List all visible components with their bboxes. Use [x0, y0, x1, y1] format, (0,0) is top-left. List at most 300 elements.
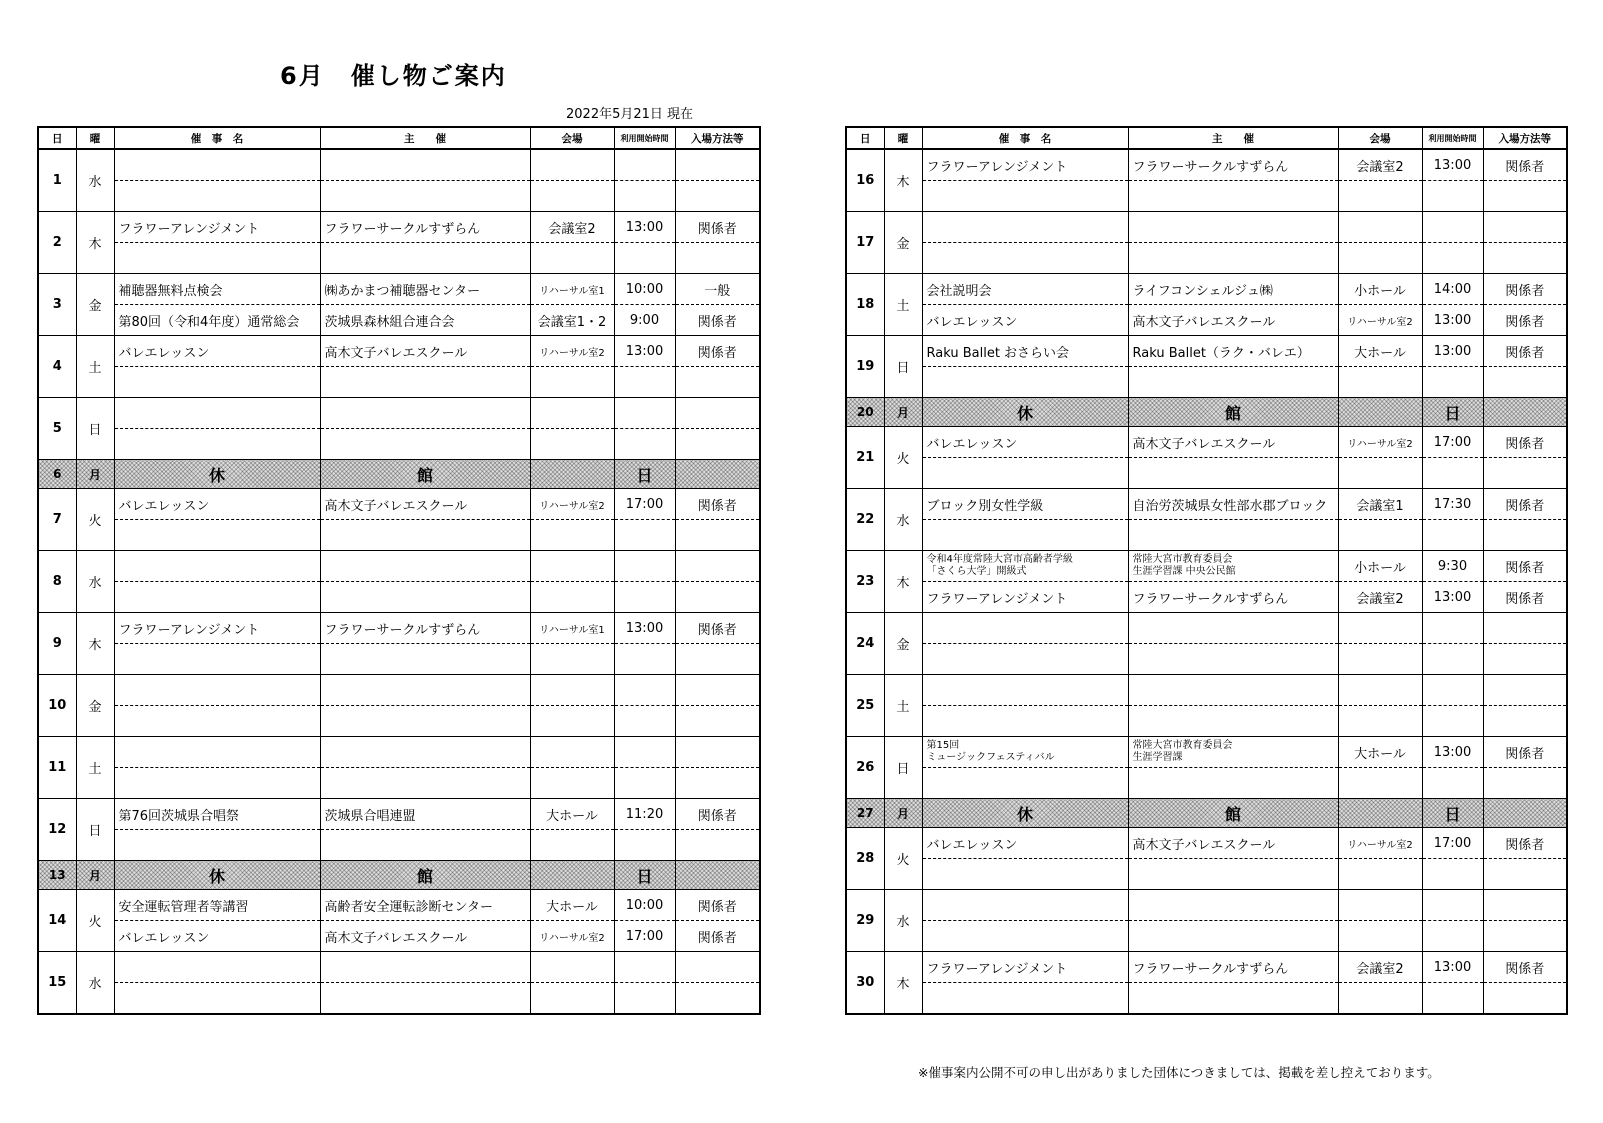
event-name [922, 890, 1128, 921]
start-time [614, 520, 675, 551]
start-time: 17:00 [1422, 427, 1483, 458]
start-time: 9:00 [614, 305, 675, 336]
weekday: 金 [884, 212, 922, 274]
day-number: 28 [846, 828, 884, 890]
day-number: 14 [38, 890, 76, 952]
weekday: 木 [884, 149, 922, 212]
start-time: 17:00 [614, 489, 675, 520]
day-number: 21 [846, 427, 884, 489]
event-name: 会社説明会 [922, 274, 1128, 305]
venue [530, 367, 614, 398]
entry-method [675, 983, 760, 1015]
header-event: 催 事 名 [922, 127, 1128, 149]
entry-method [675, 952, 760, 983]
entry-method [1483, 706, 1567, 737]
day-row [38, 675, 760, 706]
venue [1338, 921, 1422, 952]
event-name: バレエレッスン [114, 489, 320, 520]
start-time [614, 830, 675, 861]
host-name [320, 520, 530, 551]
entry-method [675, 149, 760, 181]
weekday: 火 [76, 890, 114, 952]
host-name: 高木文子バレエスクール [1128, 305, 1338, 336]
venue [530, 644, 614, 675]
entry-method: 関係者 [675, 890, 760, 921]
venue [1338, 212, 1422, 243]
header-day: 日 [38, 127, 76, 149]
day-number: 25 [846, 675, 884, 737]
header-host: 主 催 [320, 127, 530, 149]
entry-method [1483, 859, 1567, 890]
day-row [38, 336, 760, 367]
start-time [1422, 243, 1483, 274]
header-day: 日 [846, 127, 884, 149]
entry-method [675, 644, 760, 675]
schedule-table-left [37, 126, 761, 1015]
day-row [846, 212, 1567, 243]
weekday: 金 [884, 613, 922, 675]
host-name [320, 952, 530, 983]
event-name [114, 582, 320, 613]
entry-method: 関係者 [1483, 149, 1567, 181]
day-number: 22 [846, 489, 884, 551]
day-row [846, 952, 1567, 983]
event-name: 第80回（令和4年度）通常総会 [114, 305, 320, 336]
closed-spacer [530, 460, 614, 489]
start-time: 13:00 [1422, 305, 1483, 336]
header-venue: 会場 [1338, 127, 1422, 149]
day-number: 15 [38, 952, 76, 1015]
host-name [320, 429, 530, 460]
host-name: 高木文子バレエスクール [320, 336, 530, 367]
schedule-table-right [845, 126, 1568, 1015]
venue: リハーサル室1 [530, 613, 614, 644]
host-name [320, 149, 530, 181]
weekday: 金 [76, 274, 114, 336]
entry-method [1483, 890, 1567, 921]
entry-method: 関係者 [1483, 737, 1567, 768]
venue [1338, 675, 1422, 706]
venue [530, 737, 614, 768]
host-name [320, 983, 530, 1015]
header-entry: 入場方法等 [675, 127, 760, 149]
event-name [114, 429, 320, 460]
host-name: 高木文子バレエスクール [1128, 828, 1338, 859]
weekday: 月 [76, 460, 114, 489]
weekday: 水 [76, 551, 114, 613]
start-time: 13:00 [1422, 336, 1483, 367]
weekday: 土 [884, 274, 922, 336]
header-venue: 会場 [530, 127, 614, 149]
start-time [614, 367, 675, 398]
entry-method [1483, 644, 1567, 675]
day-row [38, 212, 760, 243]
day-row [38, 706, 760, 737]
weekday: 月 [76, 861, 114, 890]
event-name [922, 921, 1128, 952]
weekday: 日 [884, 336, 922, 398]
closed-spacer [1338, 799, 1422, 828]
day-number: 5 [38, 398, 76, 460]
day-number: 26 [846, 737, 884, 799]
entry-method: 関係者 [675, 489, 760, 520]
event-name [922, 983, 1128, 1015]
weekday: 土 [76, 336, 114, 398]
entry-method [675, 429, 760, 460]
event-name [114, 520, 320, 551]
event-name: 安全運転管理者等講習 [114, 890, 320, 921]
venue: 大ホール [530, 799, 614, 830]
entry-method: 関係者 [1483, 427, 1567, 458]
entry-method [1483, 212, 1567, 243]
weekday: 水 [76, 952, 114, 1015]
venue [1338, 983, 1422, 1015]
host-name: ㈱あかまつ補聴器センター [320, 274, 530, 305]
header-weekday: 曜 [76, 127, 114, 149]
closed-spacer [530, 861, 614, 890]
host-name: フラワーサークルすずらん [320, 212, 530, 243]
entry-method [675, 582, 760, 613]
start-time: 17:30 [1422, 489, 1483, 520]
host-name: 常陸大宮市教育委員会 生涯学習課 [1128, 737, 1338, 768]
weekday: 月 [884, 799, 922, 828]
entry-method [675, 520, 760, 551]
event-name: 令和4年度常陸大宮市高齢者学級 「さくら大学」開級式 [922, 551, 1128, 582]
venue [1338, 520, 1422, 551]
start-time [614, 952, 675, 983]
day-number: 10 [38, 675, 76, 737]
start-time [614, 243, 675, 274]
host-name: フラワーサークルすずらん [1128, 952, 1338, 983]
event-name [922, 181, 1128, 212]
event-name [922, 644, 1128, 675]
weekday: 木 [884, 551, 922, 613]
closed-label-2: 館 [320, 460, 530, 489]
weekday: 土 [884, 675, 922, 737]
event-name [922, 768, 1128, 799]
event-name [114, 644, 320, 675]
entry-method [675, 675, 760, 706]
host-name [1128, 458, 1338, 489]
event-name: フラワーアレンジメント [922, 582, 1128, 613]
venue [1338, 890, 1422, 921]
venue: リハーサル室1 [530, 274, 614, 305]
host-name: Raku Ballet（ラク・バレエ） [1128, 336, 1338, 367]
entry-method [1483, 181, 1567, 212]
day-row [846, 458, 1567, 489]
event-name [922, 243, 1128, 274]
start-time: 9:30 [1422, 551, 1483, 582]
venue: リハーサル室2 [530, 336, 614, 367]
day-row [846, 367, 1567, 398]
day-row [38, 952, 760, 983]
host-name [320, 737, 530, 768]
footnote: ※催事案内公開不可の申し出がありました団体につきましては、掲載を差し控えております。 [918, 1065, 1440, 1080]
entry-method: 関係者 [1483, 274, 1567, 305]
event-name [922, 520, 1128, 551]
event-name [922, 859, 1128, 890]
venue [530, 952, 614, 983]
event-name [114, 367, 320, 398]
venue: リハーサル室2 [530, 921, 614, 952]
event-name [114, 952, 320, 983]
day-number: 30 [846, 952, 884, 1015]
closed-day-row [38, 861, 760, 890]
entry-method [1483, 613, 1567, 644]
host-name [1128, 890, 1338, 921]
host-name [1128, 212, 1338, 243]
day-row [38, 367, 760, 398]
entry-method [675, 830, 760, 861]
day-row [38, 582, 760, 613]
header-entry: 入場方法等 [1483, 127, 1567, 149]
venue [1338, 243, 1422, 274]
day-row [38, 551, 760, 582]
day-row [846, 828, 1567, 859]
day-number: 9 [38, 613, 76, 675]
venue: 会議室1・2 [530, 305, 614, 336]
entry-method: 関係者 [675, 336, 760, 367]
weekday: 水 [884, 890, 922, 952]
venue [1338, 367, 1422, 398]
venue [1338, 706, 1422, 737]
event-name: バレエレッスン [922, 427, 1128, 458]
start-time [1422, 706, 1483, 737]
event-name: 補聴器無料点検会 [114, 274, 320, 305]
day-row [846, 336, 1567, 367]
closed-label-1: 休 [114, 460, 320, 489]
entry-method: 関係者 [1483, 828, 1567, 859]
event-name [114, 737, 320, 768]
entry-method: 関係者 [1483, 952, 1567, 983]
entry-method [675, 768, 760, 799]
header-row [38, 127, 760, 149]
day-row [846, 644, 1567, 675]
venue [530, 830, 614, 861]
venue: リハーサル室2 [530, 489, 614, 520]
day-number: 19 [846, 336, 884, 398]
weekday: 金 [76, 675, 114, 737]
venue [530, 983, 614, 1015]
closed-spacer [1483, 799, 1567, 828]
start-time [614, 983, 675, 1015]
start-time: 17:00 [614, 921, 675, 952]
event-name: バレエレッスン [114, 921, 320, 952]
entry-method [675, 737, 760, 768]
day-row [846, 149, 1567, 181]
event-name: フラワーアレンジメント [922, 952, 1128, 983]
day-row [38, 398, 760, 429]
day-row [846, 890, 1567, 921]
host-name [1128, 520, 1338, 551]
day-row [846, 921, 1567, 952]
entry-method [1483, 243, 1567, 274]
day-row [38, 305, 760, 336]
day-row [38, 890, 760, 921]
host-name [1128, 768, 1338, 799]
day-row [38, 737, 760, 768]
host-name [320, 367, 530, 398]
start-time: 13:00 [614, 212, 675, 243]
entry-method [1483, 921, 1567, 952]
entry-method: 関係者 [1483, 551, 1567, 582]
weekday: 火 [76, 489, 114, 551]
host-name: 常陸大宮市教育委員会 生涯学習課 中央公民館 [1128, 551, 1338, 582]
host-name [1128, 983, 1338, 1015]
day-row [846, 859, 1567, 890]
host-name: 茨城県森林組合連合会 [320, 305, 530, 336]
day-number: 1 [38, 149, 76, 212]
entry-method: 関係者 [675, 799, 760, 830]
day-row [38, 243, 760, 274]
venue: 会議室1 [1338, 489, 1422, 520]
day-row [38, 613, 760, 644]
day-row [38, 983, 760, 1015]
host-name [1128, 613, 1338, 644]
entry-method: 関係者 [675, 921, 760, 952]
venue: 大ホール [530, 890, 614, 921]
weekday: 火 [884, 828, 922, 890]
host-name: フラワーサークルすずらん [1128, 582, 1338, 613]
weekday: 水 [884, 489, 922, 551]
day-number: 20 [846, 398, 884, 427]
start-time: 17:00 [1422, 828, 1483, 859]
event-name [922, 458, 1128, 489]
header-row [846, 127, 1567, 149]
event-name [114, 830, 320, 861]
event-name [114, 768, 320, 799]
day-row [38, 921, 760, 952]
start-time [614, 398, 675, 429]
host-name [320, 551, 530, 582]
host-name: ライフコンシェルジュ㈱ [1128, 274, 1338, 305]
header-time: 利用開始時間 [1422, 127, 1483, 149]
closed-label-1: 休 [922, 799, 1128, 828]
closed-day-row [846, 799, 1567, 828]
closed-label-3: 日 [1422, 799, 1483, 828]
start-time: 13:00 [1422, 737, 1483, 768]
day-row [846, 768, 1567, 799]
weekday: 木 [76, 613, 114, 675]
venue: 大ホール [1338, 737, 1422, 768]
event-name: フラワーアレンジメント [922, 149, 1128, 181]
entry-method [1483, 675, 1567, 706]
event-name [922, 675, 1128, 706]
entry-method [675, 181, 760, 212]
start-time [614, 768, 675, 799]
entry-method: 一般 [675, 274, 760, 305]
closed-day-row [846, 398, 1567, 427]
day-row [846, 520, 1567, 551]
closed-spacer [675, 861, 760, 890]
host-name: 高齢者安全運転診断センター [320, 890, 530, 921]
entry-method [675, 243, 760, 274]
day-row [846, 675, 1567, 706]
closed-day-row [38, 460, 760, 489]
entry-method: 関係者 [675, 613, 760, 644]
day-row [846, 305, 1567, 336]
venue [530, 243, 614, 274]
host-name: 茨城県合唱連盟 [320, 799, 530, 830]
host-name [1128, 675, 1338, 706]
event-name [922, 367, 1128, 398]
venue: リハーサル室2 [1338, 427, 1422, 458]
weekday: 月 [884, 398, 922, 427]
start-time [614, 737, 675, 768]
host-name [320, 243, 530, 274]
start-time [614, 675, 675, 706]
host-name: 自治労茨城県女性部水郡ブロック [1128, 489, 1338, 520]
entry-method: 関係者 [675, 212, 760, 243]
closed-label-1: 休 [114, 861, 320, 890]
weekday: 日 [884, 737, 922, 799]
start-time [1422, 613, 1483, 644]
start-time [614, 551, 675, 582]
event-name [114, 706, 320, 737]
venue: 大ホール [1338, 336, 1422, 367]
host-name [320, 768, 530, 799]
day-row [846, 551, 1567, 582]
start-time [1422, 983, 1483, 1015]
start-time [614, 149, 675, 181]
closed-spacer [675, 460, 760, 489]
start-time: 13:00 [1422, 952, 1483, 983]
day-number: 23 [846, 551, 884, 613]
event-name: ブロック別女性学級 [922, 489, 1128, 520]
day-number: 29 [846, 890, 884, 952]
venue [530, 582, 614, 613]
day-number: 18 [846, 274, 884, 336]
venue [530, 675, 614, 706]
host-name [1128, 921, 1338, 952]
day-row [846, 489, 1567, 520]
start-time [1422, 181, 1483, 212]
venue: 会議室2 [1338, 149, 1422, 181]
start-time [1422, 921, 1483, 952]
day-row [846, 243, 1567, 274]
start-time: 10:00 [614, 890, 675, 921]
host-name [320, 181, 530, 212]
host-name [1128, 706, 1338, 737]
event-name [114, 983, 320, 1015]
venue: 小ホール [1338, 551, 1422, 582]
entry-method: 関係者 [675, 305, 760, 336]
host-name [1128, 644, 1338, 675]
weekday: 木 [884, 952, 922, 1015]
day-row [38, 149, 760, 181]
day-row [846, 427, 1567, 458]
start-time [1422, 644, 1483, 675]
closed-label-2: 館 [1128, 799, 1338, 828]
event-name: 第76回茨城県合唱祭 [114, 799, 320, 830]
host-name: フラワーサークルすずらん [320, 613, 530, 644]
day-row [38, 520, 760, 551]
day-number: 27 [846, 799, 884, 828]
start-time: 13:00 [1422, 582, 1483, 613]
entry-method [675, 367, 760, 398]
venue [1338, 181, 1422, 212]
venue [530, 398, 614, 429]
event-name: 第15回 ミュージックフェスティバル [922, 737, 1128, 768]
entry-method [675, 551, 760, 582]
entry-method [1483, 983, 1567, 1015]
day-number: 12 [38, 799, 76, 861]
day-row [846, 274, 1567, 305]
closed-label-2: 館 [1128, 398, 1338, 427]
venue: 会議室2 [1338, 952, 1422, 983]
venue [530, 706, 614, 737]
day-number: 6 [38, 460, 76, 489]
